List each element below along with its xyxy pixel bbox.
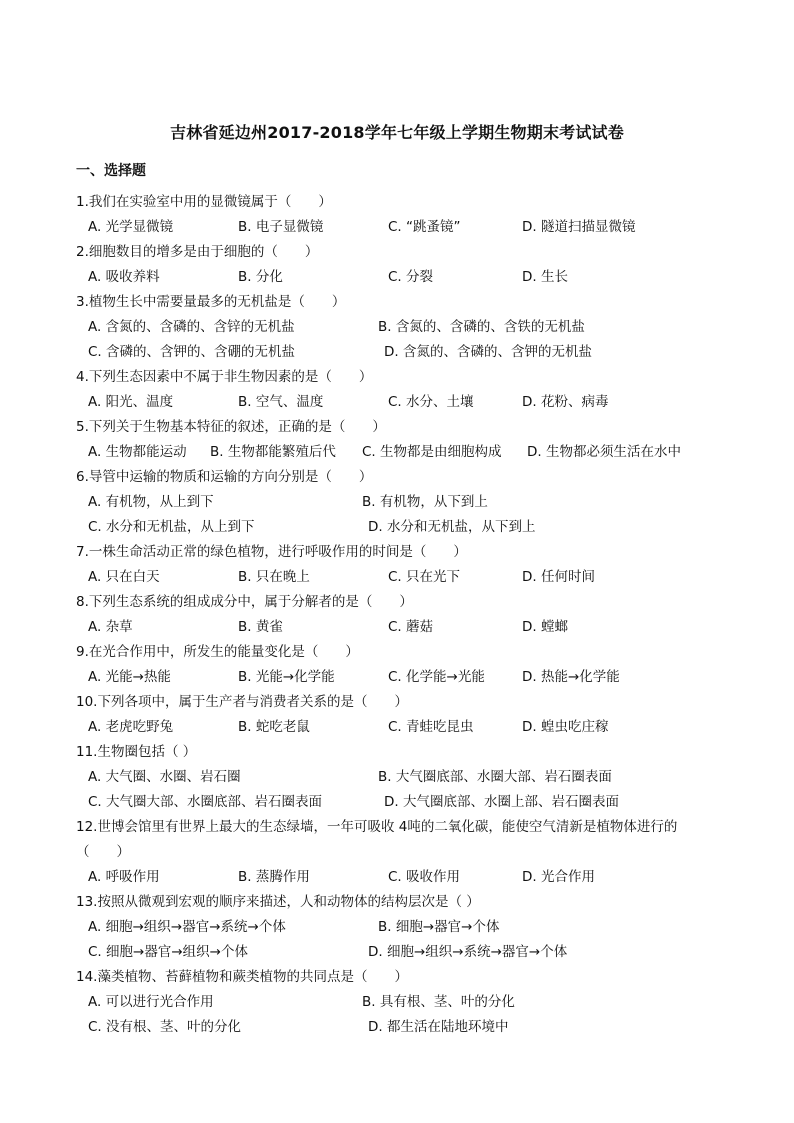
option-d: D. 都生活在陆地环境中 [368,1019,509,1035]
option-b: B. 含氮的、含磷的、含铁的无机盐 [378,319,585,335]
option-c: C. 蘑菇 [388,619,434,635]
question-text: 10.下列各项中，属于生产者与消费者关系的是（ ） [76,694,408,710]
question-text: 6.导管中运输的物质和运输的方向分别是（ ） [76,469,373,485]
option-a: A. 大气圈、水圈、岩石圈 [88,769,241,785]
option-d: D. 花粉、病毒 [522,394,609,410]
option-d: D. 水分和无机盐，从下到上 [368,519,536,535]
option-d: D. 含氮的、含磷的、含钾的无机盐 [384,344,592,360]
option-a: A. 只在白天 [88,569,160,585]
option-c: C. 水分、土壤 [388,394,474,410]
option-c: C. 大气圈大部、水圈底部、岩石圈表面 [88,794,323,810]
option-a: A. 有机物，从上到下 [88,494,214,510]
option-d: D. 热能→化学能 [522,669,620,685]
option-a: A. 杂草 [88,619,133,635]
option-d: D. 细胞→组织→系统→器官→个体 [368,944,568,960]
question-text: 9.在光合作用中，所发生的能量变化是（ ） [76,644,359,660]
option-c: C. “跳蚤镜” [388,219,461,235]
option-c: C. 吸收作用 [388,869,461,885]
question-text: 5.下列关于生物基本特征的叙述，正确的是（ ） [76,419,386,435]
option-b: B. 生物都能繁殖后代 [210,444,336,460]
option-b: B. 有机物，从下到上 [362,494,488,510]
option-a: A. 可以进行光合作用 [88,994,214,1010]
option-b: B. 蒸腾作用 [238,869,310,885]
option-b: B. 大气圈底部、水圈大部、岩石圈表面 [378,769,612,785]
option-d: D. 隧道扫描显微镜 [522,219,636,235]
option-b: B. 分化 [238,269,283,285]
question-text: 7.一株生命活动正常的绿色植物，进行呼吸作用的时间是（ ） [76,544,467,560]
question-text: 12.世博会馆里有世界上最大的生态绿墙，一年可吸收 4吨的二氧化碳，能使空气清新是植物体进行的（ ） [76,819,678,860]
option-b: B. 黄雀 [238,619,283,635]
option-d: D. 大气圈底部、水圈上部、岩石圈表面 [384,794,619,810]
option-a: A. 光能→热能 [88,669,171,685]
section-heading: 一、选择题 [76,163,146,179]
option-c: C. 含磷的、含钾的、含硼的无机盐 [88,344,296,360]
option-a: A. 细胞→组织→器官→系统→个体 [88,919,286,935]
option-a: A. 阳光、温度 [88,394,174,410]
option-a: A. 光学显微镜 [88,219,174,235]
question-text: 1.我们在实验室中用的显微镜属于（ ） [76,194,332,210]
option-d: D. 光合作用 [522,869,595,885]
option-d: D. 任何时间 [522,569,595,585]
option-a: A. 呼吸作用 [88,869,160,885]
question-text: 2.细胞数目的增多是由于细胞的（ ） [76,244,319,260]
question-text: 13.按照从微观到宏观的顺序来描述，人和动物体的结构层次是（ ） [76,894,480,910]
option-a: A. 吸收养料 [88,269,160,285]
option-c: C. 水分和无机盐，从上到下 [88,519,255,535]
option-b: B. 电子显微镜 [238,219,324,235]
option-c: C. 生物都是由细胞构成 [362,444,502,460]
option-b: B. 光能→化学能 [238,669,335,685]
option-b: B. 细胞→器官→个体 [378,919,500,935]
option-c: C. 化学能→光能 [388,669,485,685]
option-d: D. 生物都必须生活在水中 [527,444,681,460]
option-d: D. 生长 [522,269,568,285]
option-a: A. 老虎吃野兔 [88,719,174,735]
option-a: A. 生物都能运动 [88,444,187,460]
option-d: D. 蝗虫吃庄稼 [522,719,609,735]
option-b: B. 蛇吃老鼠 [238,719,310,735]
option-b: B. 空气、温度 [238,394,324,410]
question-text: 4.下列生态因素中不属于非生物因素的是（ ） [76,369,373,385]
question-text: 8.下列生态系统的组成成分中，属于分解者的是（ ） [76,594,413,610]
page-title: 吉林省延边州2017-2018学年七年级上学期生物期末考试试卷 [170,123,624,142]
option-d: D. 螳螂 [522,619,568,635]
question-text: 3.植物生长中需要量最多的无机盐是（ ） [76,294,346,310]
option-c: C. 细胞→器官→组织→个体 [88,944,248,960]
option-c: C. 只在光下 [388,569,461,585]
option-c: C. 分裂 [388,269,434,285]
option-b: B. 只在晚上 [238,569,310,585]
question-text: 14.藻类植物、苔藓植物和蕨类植物的共同点是（ ） [76,969,408,985]
option-a: A. 含氮的、含磷的、含锌的无机盐 [88,319,295,335]
option-c: C. 青蛙吃昆虫 [388,719,474,735]
option-b: B. 具有根、茎、叶的分化 [362,994,515,1010]
question-text: 11.生物圈包括（ ） [76,744,197,760]
option-c: C. 没有根、茎、叶的分化 [88,1019,242,1035]
